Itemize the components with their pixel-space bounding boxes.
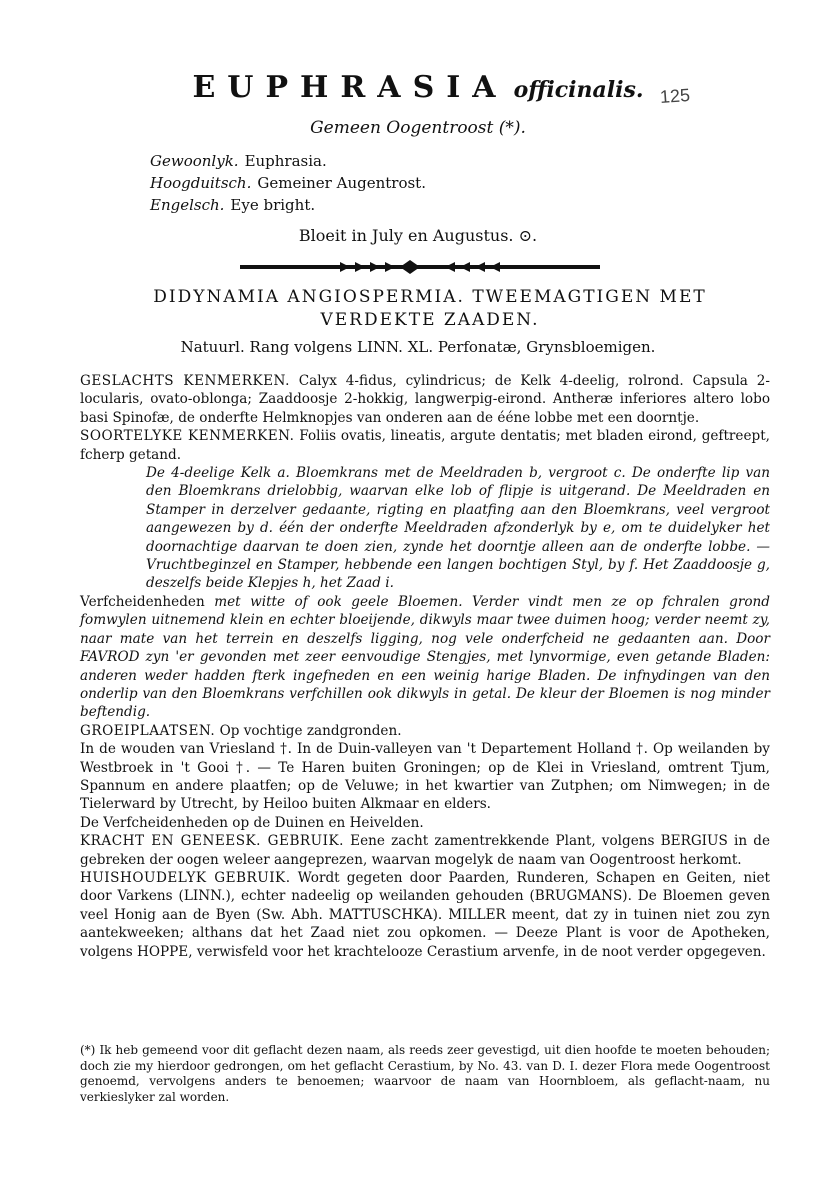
description-body [80,372,770,961]
habitats [80,722,770,740]
footnote: (*) Ik heb gemeend voor dit geflacht dezen naam, als reeds zeer gevestigd, uit dien hoofde te moeten behouden; doch zie my hierdoor gedrongen, om het geflacht Cerastium, by No. 43. van D. I. dezer Flora mede Oogentroost genoemd, vervolgens anders te benoemen; waarvoor de naam van Hoornbloem, als geflacht-naam, nu verkieslyker zal worden. [80,1043,770,1104]
common-name: Gemeen Oogentroost (*). [310,118,526,138]
name-value: Eye bright. [230,196,316,214]
section-text: met witte of ook geele Bloemen. Verder vindt men ze op fchralen grond fomwylen uitnemend klein en echter bloeijende, dikwyls maar twee duimen hoog; verder neemt zy, naar mate van het terrein en deszelfs ligging, nog vele onderfcheid ne gedaanten aan. Door FAVROD zyn 'er gevonden met zeer eenvoudige Stengjes, met lynvormige, even getande Bladen: anderen weder hadden fterk ingefneden en een weinig harige Bladen. De infnydingen van den onderlip van den Bloemkrans verfchillen ook dikwyls in getal. De kleur der Bloemen is nog minder beftendig. [80,593,770,721]
section-heading: KRACHT EN GENEESK. GEBRUIK. [80,833,344,850]
name-row [150,172,426,194]
section-heading: SOORTELYKE KENMERKEN. [80,428,295,445]
genus-characters [80,372,770,427]
ornamental-rule [240,260,600,274]
habitat-locations: In de wouden van Vriesland †. In de Duin-valleyen van 't Departement Holland †. Op weilanden by Westbroek in 't Gooi †. — Te Haren buiten Groningen; op de Klei in Vriesland, omtrent Tjum, Spannum en andere plaatfen; op de Veluwe; in het kwartier van Zutphen; om Nimwegen; in de Tielerward by Utrecht, by Heiloo buiten Alkmaar en elders. [80,741,770,813]
natural-rank: Natuurl. Rang volgens LINN. XL. Perfonatæ, Grynsbloemigen. [180,338,656,356]
bloom-period [0,226,836,245]
figure-explanation: De 4-deelige Kelk a. Bloemkrans met de Meeldraden b, vergroot c. De onderfte lip van den Bloemkrans drielobbig, waarvan elke lob of flipje is uitgerand. De Meeldraden en Stamper in derzelver gedaante, rigting en plaatfing aan den Bloemkrans, veel vergroot aangewezen by d. één der onderfte Meeldraden afzonderlyk by e, om te duidelyker het doornachtige daarvan te doen zien, zynde het doorntje alleen aan de onderfte lobbe. — Vruchtbeginzel en Stamper, hebbende een langen bochtigen Styl, by f. Het Zaaddoosje g, deszelfs beide Klepjes h, het Zaad i. [146,465,770,592]
section-text: Eene zacht zamentrekkende Plant, volgens BERGIUS in de gebreken der oogen weleer aangeprezen, waarvan mogelyk de naam van Oogentroost herkomt. [80,833,770,868]
section-heading: GESLACHTS KENMERKEN. [80,373,290,389]
habitat-varieties: De Verfcheidenheden op de Duinen en Heivelden. [80,814,424,831]
genus-title: EUPHRASIA [192,70,508,105]
class-line-1: DIDYNAMIA ANGIOSPERMIA. TWEEMAGTIGEN MET [153,287,707,307]
name-value: Euphrasia. [244,152,327,170]
annual-symbol-icon: ⊙. [518,226,538,245]
name-row [150,194,426,216]
name-row [150,150,426,172]
name-language: Hoogduitsch. [150,174,252,192]
section-text: Op vochtige zandgronden. [219,722,402,739]
section-heading: GROEIPLAATSEN. [80,722,216,739]
page-title [0,70,836,105]
linnaean-class [140,286,720,332]
species-characters [80,427,770,464]
name-language: Engelsch. [150,196,225,214]
class-line-2: VERDEKTE ZAADEN. [320,310,540,330]
handwritten-page-number: 125 [659,84,691,108]
section-heading: Verfcheidenheden [80,593,205,610]
name-language: Gewoonlyk. [150,152,239,170]
section-heading: HUISHOUDELYK GEBRUIK. [80,869,291,886]
medicinal-use [80,832,770,869]
name-value: Gemeiner Augentrost. [257,174,426,192]
vernacular-names [150,150,426,216]
section-text: Calyx 4-fidus, cylindricus; de Kelk 4-deelig, rolrond. Capsula 2-locularis, ovato-oblonga; Zaaddoosje 2-hokkig, langwerpig-eirond. Antheræ inferiores altero lobo basi Spinofæ, de onderfte Helmknopjes van onderen aan de ééne lobbe met een doorntje. [80,373,770,426]
section-text: Wordt gegeten door Paarden, Runderen, Schapen en Geiten, niet door Varkens (LINN.), echter nadeelig op weilanden gehouden (BRUGMANS). De Bloemen geven veel Honig aan de Byen (Sw. Abh. MATTUSCHKA). MILLER meent, dat zy in tuinen niet zou zyn aantekweeken; althans dat het Zaad niet zou opkomen. — Deeze Plant is voor de Apotheken, volgens HOPPE, verwisfeld voor het krachtelooze Cerastium arvenfe, in de noot verder opgegeven. [80,869,770,960]
species-title: officinalis. [513,77,644,103]
household-use [80,869,770,961]
bloom-text: Bloeit in July en Augustus. [298,226,514,245]
varieties [80,593,770,722]
section-text: Foliis ovatis, lineatis, argute dentatis; met bladen eirond, geftreept, fcherp getand. [80,428,771,463]
